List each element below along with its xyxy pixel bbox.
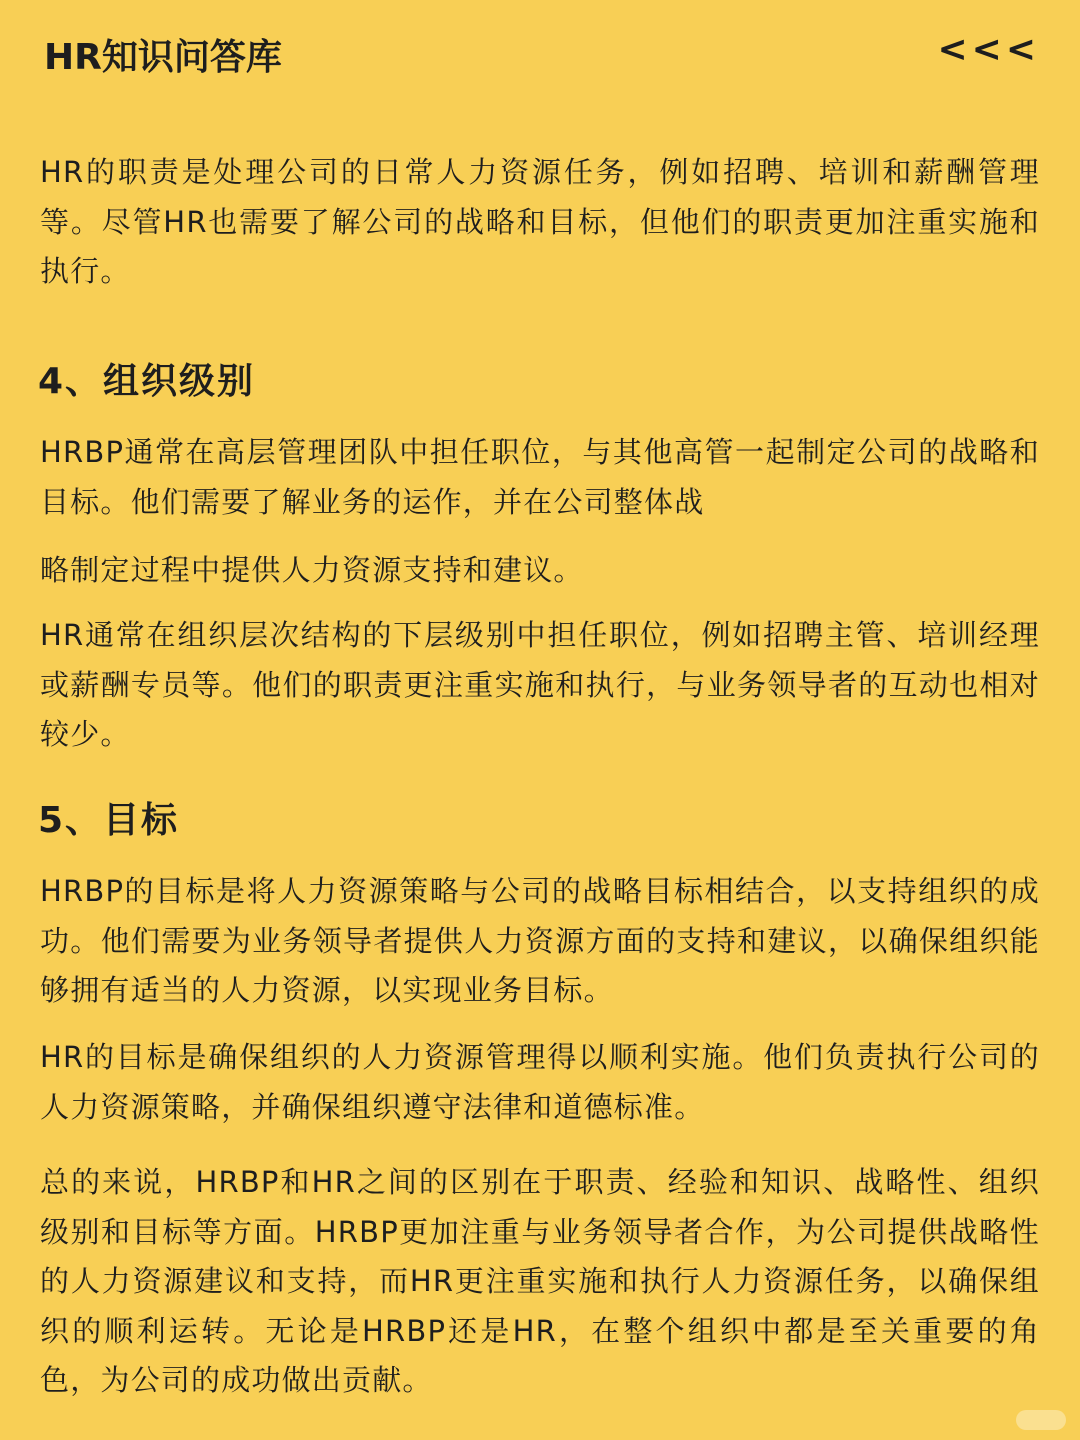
intro-paragraph: HR的职责是处理公司的日常人力资源任务，例如招聘、培训和薪酬管理等。尽管HR也需要了解公司的战略和目标，但他们的职责更加注重实施和执行。: [40, 155, 1040, 288]
back-arrows-icon[interactable]: <<<: [937, 29, 1040, 70]
section-5-heading: 5、目标: [38, 800, 180, 841]
page-header: [44, 30, 1040, 86]
section-4-paragraph-1: HRBP通常在高层管理团队中担任职位，与其他高管一起制定公司的战略和目标。他们需要了解业务的运作，并在公司整体战: [40, 435, 1040, 519]
section-5-paragraph-1: HRBP的目标是将人力资源策略与公司的战略目标相结合，以支持组织的成功。他们需要为业务领导者提供人力资源方面的支持和建议，以确保组织能够拥有适当的人力资源，以实现业务目标。: [40, 874, 1040, 1007]
section-4-heading: 4、组织级别: [38, 361, 256, 402]
section-4-paragraph-2: 略制定过程中提供人力资源支持和建议。: [40, 553, 584, 587]
section-5-paragraph-2: HR的目标是确保组织的人力资源管理得以顺利实施。他们负责执行公司的人力资源策略，并确保组织遵守法律和道德标准。: [40, 1040, 1040, 1124]
watermark-badge: [1016, 1410, 1066, 1430]
summary-paragraph: 总的来说，HRBP和HR之间的区别在于职责、经验和知识、战略性、组织级别和目标等方面。HRBP更加注重与业务领导者合作，为公司提供战略性的人力资源建议和支持，而HR更注重实施和执行人力资源任务，以确保组织的顺利运转。无论是HRBP还是HR，在整个组织中都是至关重要的角色，为公司的成功做出贡献。: [40, 1165, 1040, 1397]
page-title: HR知识问答库: [44, 37, 282, 78]
section-4-paragraph-3: HR通常在组织层次结构的下层级别中担任职位，例如招聘主管、培训经理或薪酬专员等。他们的职责更注重实施和执行，与业务领导者的互动也相对较少。: [40, 618, 1040, 751]
